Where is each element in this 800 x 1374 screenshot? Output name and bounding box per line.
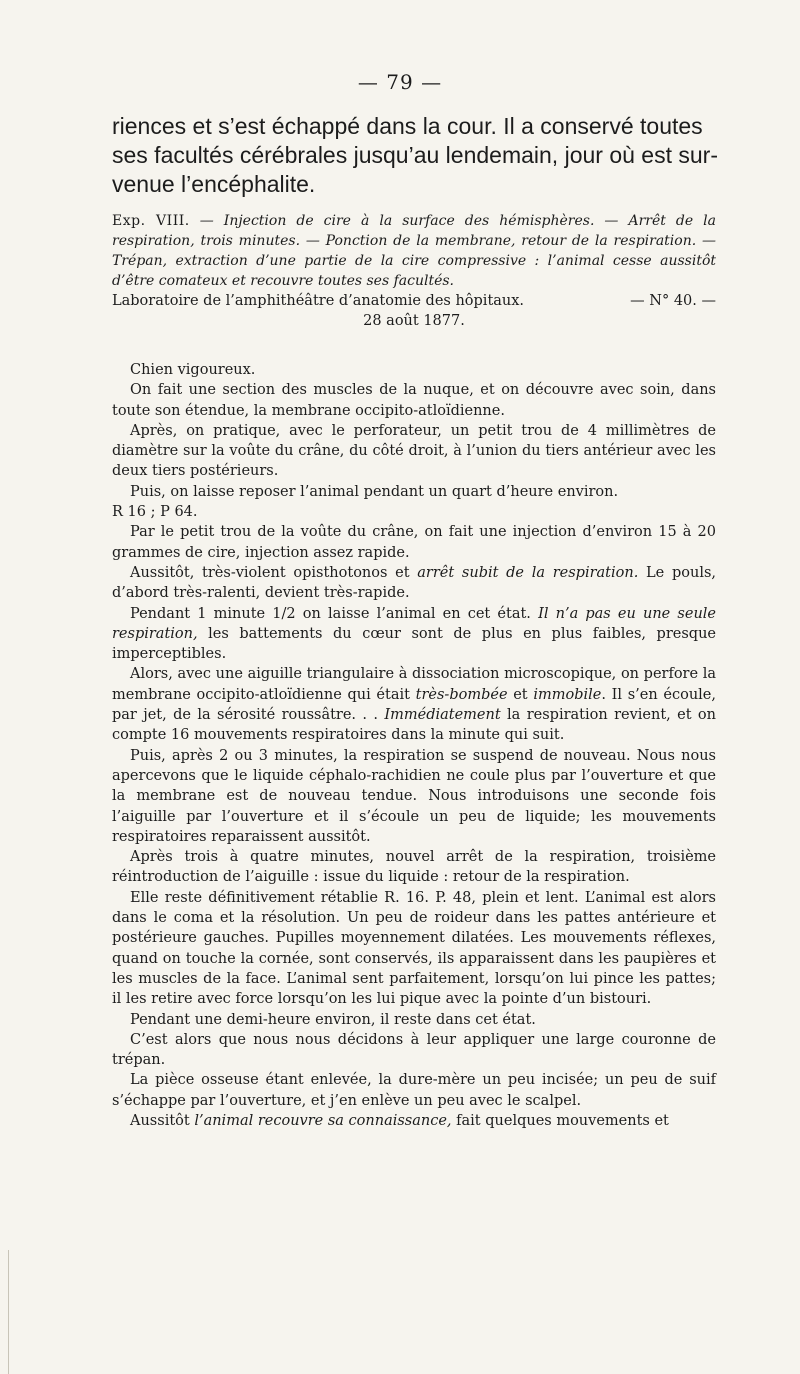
lead-line: ses facultés cérébrales jusqu’au lendemain, jour où est sur- xyxy=(112,142,718,168)
experiment-number: — N° 40. — xyxy=(630,293,716,309)
paragraph: C’est alors que nous nous décidons à leur appliquer une large couronne de trépan. xyxy=(112,1031,716,1069)
paragraph: La pièce osseuse étant enlevée, la dure-mère un peu incisée; un peu de suif s’échappe par l’ouverture, et j’en enlève un peu avec le scalpel. xyxy=(112,1072,716,1109)
paragraph: Aussitôt, très-violent opisthotonos et arrêt subit de la respiration. Le pouls, d’abord très-ralenti, devient très-rapide. xyxy=(112,564,717,602)
paragraph: Pendant 1 minute 1/2 on laisse l’animal en cet état. Il n’a pas eu une seule respiration, les battements du cœur sont de plus en plus faibles, presque imperceptibles. xyxy=(112,605,716,663)
paragraph: Alors, avec une aiguille triangulaire à dissociation microscopique, on perfore la membrane occipito-atloïdienne qui était très-bombée et immobile. Il s’en écoule, par jet, de la sérosité roussâtre. . . Immédiatement la respiration revient, et on compte 16 mouvements respiratoires dans la minute qui suit. xyxy=(112,666,716,744)
lead-paragraph xyxy=(112,112,716,199)
experiment-date: 28 août 1877. xyxy=(363,313,465,329)
experiment-title: — Injection de cire à la surface des hémisphères. — Arrêt de la respiration, trois minutes. — Ponction de la membrane, retour de la respiration. — Trépan, extraction d’une partie de la cire compressive : l’animal cesse aussitôt d’être comateux et recouvre toutes ses facultés. xyxy=(112,213,716,289)
lead-line: riences et s’est échappé dans la cour. Il a conservé toutes xyxy=(112,113,703,139)
page-edge-line xyxy=(8,1250,9,1374)
paragraph: Par le petit trou de la voûte du crâne, on fait une injection d’environ 15 à 20 grammes de cire, injection assez rapide. xyxy=(112,524,716,561)
laboratory-header xyxy=(112,291,716,331)
paragraph: Puis, après 2 ou 3 minutes, la respiration se suspend de nouveau. Nous nous apercevons que le liquide céphalo-rachidien ne coule plus par l’ouverture et que la membrane est de nouveau tendue. Nous introduisons une seconde fois l’aiguille par l’ouverture et il s’écoule un peu de liquide; les mouvements respiratoires reparaissent aussitôt. xyxy=(112,747,716,845)
paragraph: Après trois à quatre minutes, nouvel arrêt de la respiration, troisième réintroduction de l’aiguille : issue du liquide : retour de la respiration. xyxy=(112,849,716,886)
body-text xyxy=(112,360,716,1131)
experiment-label: Exp. VIII. xyxy=(112,213,190,229)
experiment-heading xyxy=(112,211,716,291)
paragraph: Elle reste définitivement rétablie R. 16. P. 48, plein et lent. L’animal est alors dans le coma et la résolution. Un peu de roideur dans les pattes antérieure et postérieure gauches. Pupilles moyennement dilatées. Les mouvements réflexes, quand on touche la cornée, sont conservés, ils apparaissent dans les paupières et les muscles de la face. L’animal sent parfaitement, lorsqu’on lui pince les pattes; il les retire avec force lorsqu’on les lui pique avec la pointe d’un bistouri. xyxy=(112,889,716,1008)
paragraph: Aussitôt l’animal recouvre sa connaissance, fait quelques mouvements et xyxy=(130,1112,669,1129)
laboratory-place: Laboratoire de l’amphithéâtre d’anatomie des hôpitaux. xyxy=(112,293,525,309)
paragraph: Puis, on laisse reposer l’animal pendant un quart d’heure environ. xyxy=(130,483,619,500)
paragraph: Après, on pratique, avec le perforateur, un petit trou de 4 millimètres de diamètre sur la voûte du crâne, du côté droit, à l’union du tiers antérieur avec les deux tiers postérieurs. xyxy=(112,422,716,480)
paragraph: Chien vigoureux. xyxy=(130,362,256,378)
page-number: — 79 — xyxy=(357,70,443,94)
lead-line: venue l’encéphalite. xyxy=(112,171,316,197)
paragraph: Pendant une demi-heure environ, il reste dans cet état. xyxy=(130,1011,536,1028)
paragraph: R 16 ; P 64. xyxy=(112,504,198,521)
paragraph: On fait une section des muscles de la nuque, et on découvre avec soin, dans toute son étendue, la membrane occipito-atloïdienne. xyxy=(112,382,716,419)
